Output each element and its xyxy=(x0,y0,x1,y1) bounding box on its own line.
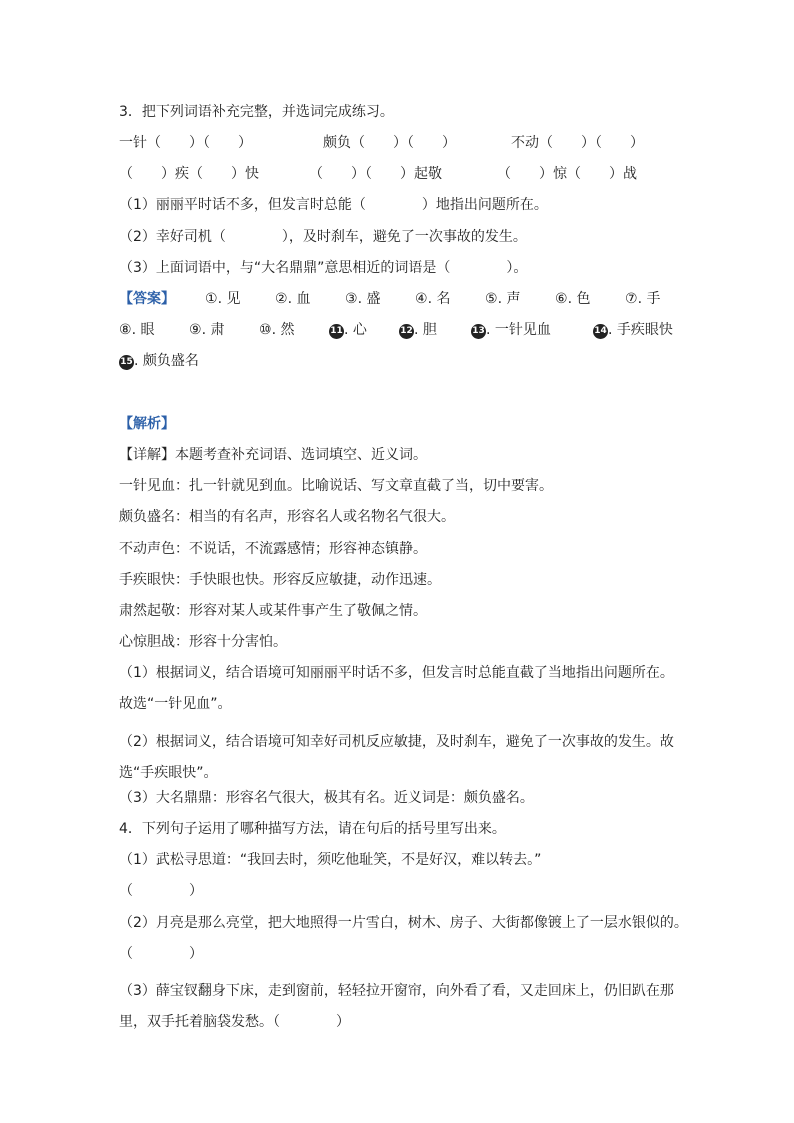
answer-num-circle: 13 xyxy=(471,324,486,339)
answer-num: ⑤ xyxy=(485,291,498,307)
answer-text: . 盛 xyxy=(357,291,381,307)
blank-phrase: （ ）（ ）起敬 xyxy=(309,166,442,182)
answer-item xyxy=(399,321,437,339)
answer-num-circle: 11 xyxy=(329,324,344,339)
answer-item xyxy=(119,352,199,370)
answer-row2 xyxy=(119,321,679,339)
explanation-2: （2）根据词义，结合语境可知幸好司机反应敏捷，及时刹车，避免了一次事故的发生。故选“手疾眼快”。 xyxy=(119,734,674,781)
answer-item xyxy=(471,321,551,339)
definition-line: 不动声色：不说话，不流露感情；形容神态镇静。 xyxy=(119,541,427,557)
definition-line: 肃然起敬：形容对某人或某件事产生了敬佩之情。 xyxy=(119,603,427,619)
q4-blank-2: （ ） xyxy=(119,946,203,962)
q4-sentence-2: （2）月亮是那么亮堂，把大地照得一片雪白，树木、房子、大街都像镀上了一层水银似的。 xyxy=(119,915,688,931)
definition-line: 手疾眼快：手快眼也快。形容反应敏捷，动作迅速。 xyxy=(119,572,441,588)
answer-text: . 名 xyxy=(427,291,451,307)
blank-phrase: 颇负（ ）（ ） xyxy=(323,135,456,151)
answer-item xyxy=(205,290,240,308)
answer-num: ① xyxy=(205,291,218,307)
answer-item xyxy=(555,290,590,308)
answer-num: ⑥ xyxy=(555,291,568,307)
detail-label: 【详解】 xyxy=(119,447,175,463)
answer-num-circle: 12 xyxy=(399,324,414,339)
explanation-1: （1）根据词义，结合语境可知丽丽平时话不多，但发言时总能直截了当地指出问题所在。 xyxy=(119,665,674,681)
answer-text: . 眼 xyxy=(131,322,155,338)
answer-item xyxy=(189,321,224,339)
definition-line: 颇负盛名：相当的有名声，形容名人或名物名气很大。 xyxy=(119,509,455,525)
answer-row1 xyxy=(119,290,679,308)
answer-num: ③ xyxy=(345,291,358,307)
answer-num-circle: 15 xyxy=(119,355,134,370)
answer-num: ⑧ xyxy=(119,322,132,338)
answer-text: . 胆 xyxy=(414,322,437,338)
answer-num: ④ xyxy=(415,291,428,307)
answer-item xyxy=(329,321,367,339)
blank-phrase: 一针（ ）（ ） xyxy=(119,135,252,151)
q4-sentence-3: （3）薛宝钗翻身下床，走到窗前，轻轻拉开窗帘，向外看了看，又走回床上，仍旧趴在那里，双手托着脑袋发愁。（ ） xyxy=(119,983,674,1030)
answer-text: . 见 xyxy=(217,291,241,307)
answer-item xyxy=(275,290,310,308)
answer-item xyxy=(485,290,520,308)
answer-num: ② xyxy=(275,291,288,307)
answer-row3 xyxy=(119,352,679,370)
answer-text: . 色 xyxy=(567,291,591,307)
definition-line: 心惊胆战：形容十分害怕。 xyxy=(119,634,287,650)
q3-blanks-row1 xyxy=(119,134,679,152)
answer-item xyxy=(593,321,673,339)
q3-blanks-row2 xyxy=(119,165,679,183)
q3-title: 3．把下列词语补充完整，并选词完成练习。 xyxy=(119,104,394,120)
answer-item xyxy=(415,290,450,308)
answer-text: . 肃 xyxy=(201,322,225,338)
blank-phrase: （ ）疾（ ）快 xyxy=(119,166,259,182)
answer-text: . 一针见血 xyxy=(486,322,551,338)
blank-phrase: 不动（ ）（ ） xyxy=(511,135,644,151)
definition-line: 一针见血：扎一针就见到血。比喻说话、写文章直截了当，切中要害。 xyxy=(119,478,553,494)
q3-sub1: （1）丽丽平时话不多，但发言时总能（ ）地指出问题所在。 xyxy=(119,197,548,213)
q3-sub3: （3）上面词语中，与“大名鼎鼎”意思相近的词语是（ ）。 xyxy=(119,260,528,276)
q4-title: 4．下列句子运用了哪种描写方法，请在句后的括号里写出来。 xyxy=(119,821,506,837)
answer-text: . 然 xyxy=(271,322,295,338)
blank-phrase: （ ）惊（ ）战 xyxy=(497,166,637,182)
answer-text: . 颇负盛名 xyxy=(134,353,199,369)
answer-item xyxy=(259,321,294,339)
answer-item xyxy=(625,290,660,308)
detail-text: 本题考查补充词语、选词填空、近义词。 xyxy=(175,447,427,463)
answer-item xyxy=(119,321,154,339)
answer-text: . 手疾眼快 xyxy=(608,322,673,338)
answer-num: ⑨ xyxy=(189,322,202,338)
q4-sentence-1: （1）武松寻思道：“我回去时，须吃他耻笑，不是好汉，难以转去。” xyxy=(119,852,542,868)
answer-num: ⑦ xyxy=(625,291,638,307)
answer-text: . 声 xyxy=(497,291,521,307)
q4-blank-1: （ ） xyxy=(119,883,203,899)
answer-text: . 手 xyxy=(637,291,661,307)
analysis-detail xyxy=(119,446,427,464)
answer-num-circle: 14 xyxy=(593,324,608,339)
answer-text: . 血 xyxy=(287,291,311,307)
explanation-3: （3）大名鼎鼎：形容名气很大，极其有名。近义词是：颇负盛名。 xyxy=(119,790,534,806)
explanation-1-choice: 故选“一针见血”。 xyxy=(119,696,232,712)
analysis-label: 【解析】 xyxy=(119,416,175,432)
answer-text: . 心 xyxy=(344,322,367,338)
q3-sub2: （2）幸好司机（ ），及时刹车，避免了一次事故的发生。 xyxy=(119,229,527,245)
answer-label: 【答案】 xyxy=(119,291,175,307)
answer-num: ⑩ xyxy=(259,322,272,338)
answer-item xyxy=(345,290,380,308)
